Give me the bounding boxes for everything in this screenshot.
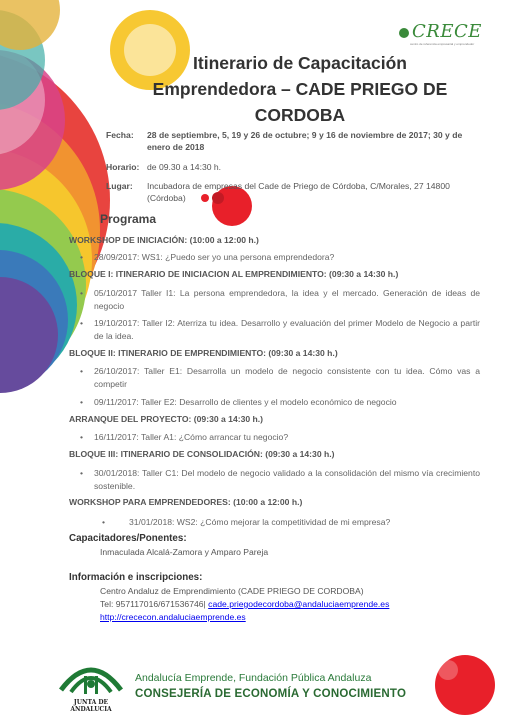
section-bloque-i: BLOQUE I: ITINERARIO DE INICIACION AL EMPRENDIMIENTO: (09:30 a 14:30 h.) [69,269,399,279]
title-line-3: CORDOBA [254,105,346,125]
lugar-label: Lugar: [106,181,133,191]
contact-web-row [100,612,246,622]
junta-andalucia-emblem [55,656,127,712]
section-workshop-emprendedores: WORKSHOP PARA EMPRENDEDORES: (10:00 a 12:00 h.) [69,497,303,507]
list-item-text: 28/09/2017: WS1: ¿Puedo ser yo una persona emprendedora? [94,252,335,262]
list-item-text: 31/01/2018: WS2: ¿Cómo mejorar la competitividad de mi empresa? [129,517,391,527]
footer-foundation: Andalucía Emprende, Fundación Pública Andaluza [135,672,372,684]
list-item-text: 16/11/2017: Taller A1: ¿Cómo arrancar tu negocio? [94,432,289,442]
bullet-icon: • [80,366,84,376]
list-item-text: 09/11/2017: Taller E2: Desarrollo de clientes y el modelo económico de negocio [94,397,397,407]
logo-tagline: centro de referencia empresarial y emprendedor [410,42,475,46]
logo-name: CRECE [412,21,482,42]
capacitadores-names: Inmaculada Alcalá-Zamora y Amparo Pareja [100,547,269,557]
list-item-text: 05/10/2017 Taller I1: La persona emprendedora, la idea y el mercado. Generación de ideas de negocio [94,288,480,311]
contact-phone-row [100,599,389,609]
fecha-label: Fecha: [106,130,134,140]
section-arranque: ARRANQUE DEL PROYECTO: (09:30 a 14:30 h.) [69,414,264,424]
crece-logo [398,21,488,48]
contact-email-link[interactable]: cade.priegodecordoba@andaluciaemprende.es [208,599,390,609]
bullet-icon: • [80,432,84,442]
bullet-icon: • [80,288,84,298]
title-line-1: Itinerario de Capacitación [193,53,407,73]
fecha-value: 28 de septiembre, 5, 19 y 26 de octubre; 9 y 16 de noviembre de 2017; 30 y de enero de 2018 [147,130,463,152]
contact-web-link[interactable]: http://crececon.andaluciaemprende.es [100,612,246,622]
section-workshop-iniciacion: WORKSHOP DE INICIACIÓN: (10:00 a 12:00 h.) [69,235,259,245]
section-bloque-iii: BLOQUE III: ITINERARIO DE CONSOLIDACIÓN: (09:30 a 14:30 h.) [69,449,335,459]
title-line-2: Emprendedora – CADE PRIEGO DE [152,79,448,99]
footer-consejeria: CONSEJERÍA DE ECONOMÍA Y CONOCIMIENTO [135,688,407,700]
page-title [120,50,480,128]
lugar-value: Incubadora de empresas del Cade de Priego de Córdoba, C/Morales, 27 14800 (Córdoba) [147,181,450,203]
list-item-text: 30/01/2018: Taller C1: Del modelo de negocio validado a la consolidación del mismo vía crecimiento sostenible. [94,468,480,491]
horario-value: de 09.30 a 14:30 h. [147,162,222,172]
junta-emblem-icon [55,656,127,700]
contact-heading: Información e inscripciones: [69,572,203,583]
emblem-text: JUNTA DE ANDALUCIA [70,699,112,713]
bullet-icon: • [102,517,106,527]
list-item-text: 26/10/2017: Taller E1: Desarrolla un modelo de negocio consistente con tu idea. Cómo vas a competir [94,366,480,389]
horario-label: Horario: [106,162,140,172]
list-item-text: 19/10/2017: Taller I2: Aterriza tu idea. Desarrollo y evaluación del primer Modelo de Negocio a partir de la idea. [94,318,480,341]
bullet-icon: • [80,397,84,407]
bullet-icon: • [80,468,84,478]
contact-phone: Tel: 957117016/671536746| [100,599,206,609]
bullet-icon: • [80,252,84,262]
section-bloque-ii: BLOQUE II: ITINERARIO DE EMPRENDIMIENTO: (09:30 a 14:30 h.) [69,348,338,358]
leaf-icon [398,26,412,40]
capacitadores-heading: Capacitadores/Ponentes: [69,533,187,544]
programa-heading: Programa [100,212,157,226]
contact-center: Centro Andaluz de Emprendimiento (CADE PRIEGO DE CORDOBA) [100,586,364,596]
bullet-icon: • [80,318,84,328]
